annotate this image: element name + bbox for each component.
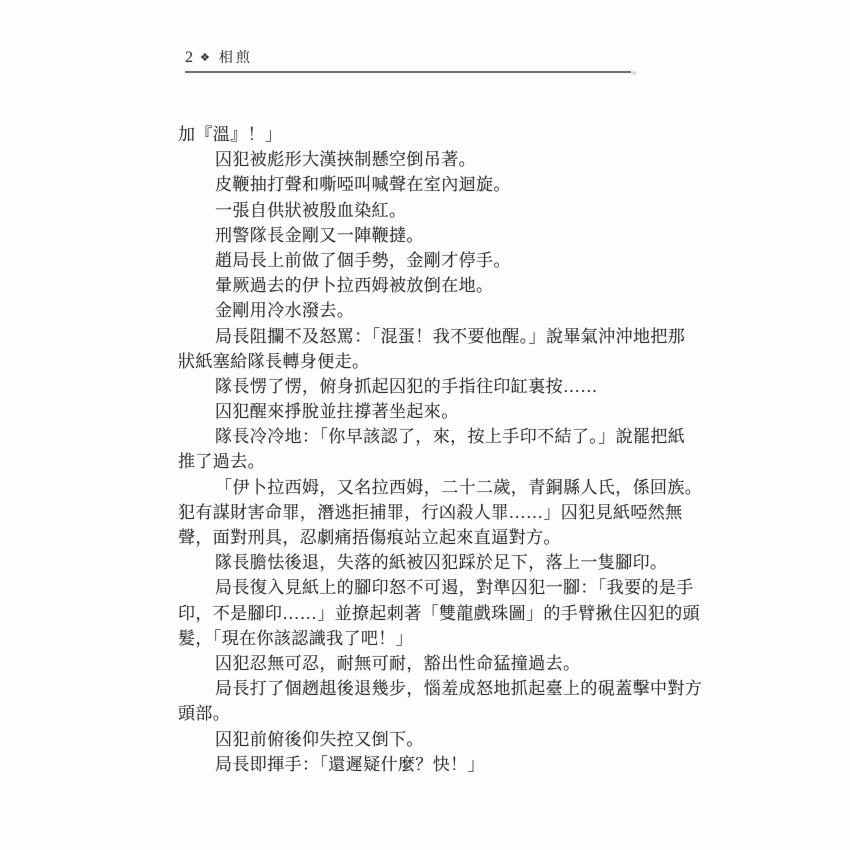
text-line: 狀紙塞給隊長轉身便走。 bbox=[178, 351, 370, 371]
scan-smudge bbox=[630, 70, 638, 76]
text-line: 推了過去。 bbox=[178, 452, 265, 472]
text-line: 「伊卜拉西姆，又名拉西姆，二十二歲，青銅縣人氏，係回族。 bbox=[215, 477, 703, 497]
text-line: 囚犯醒來掙脫並拄撐著坐起來。 bbox=[215, 402, 459, 422]
text-line: 局長復入見紙上的腳印怒不可遏，對準囚犯一腳：「我要的是手 bbox=[215, 578, 694, 598]
text-line: 暈厥過去的伊卜拉西姆被放倒在地。 bbox=[215, 276, 494, 296]
text-line: 隊長冷冷地：「你早該認了，來，按上手印不結了。」說罷把紙 bbox=[215, 427, 686, 447]
header-rule-divider bbox=[185, 71, 631, 73]
text-line: 囚犯忍無可忍，耐無可耐，豁出性命猛撞過去。 bbox=[215, 653, 581, 673]
text-line: 聲，面對刑具，忍劇痛捂傷痕站立起來直逼對方。 bbox=[178, 528, 561, 547]
text-line: 金剛用冷水潑去。 bbox=[215, 301, 355, 321]
text-line: 一張自供狀被殷血染紅。 bbox=[215, 200, 407, 220]
text-line: 犯有謀財害命罪，潛逃拒捕罪，行凶殺人罪……」囚犯見紙啞然無 bbox=[178, 502, 683, 522]
text-line: 囚犯前俯後仰失控又倒下。 bbox=[215, 729, 424, 749]
text-line: 皮鞭抽打聲和嘶啞叫喊聲在室內迴旋。 bbox=[215, 175, 511, 195]
text-line: 趙局長上前做了個手勢，金剛才停手。 bbox=[215, 250, 511, 270]
text-line: 刑警隊長金剛又一陣鞭撻。 bbox=[215, 225, 424, 245]
text-line: 隊長膽怯後退，失落的紙被囚犯踩於足下，落上一隻腳印。 bbox=[215, 553, 668, 573]
page-header bbox=[185, 47, 253, 67]
text-line: 隊長愣了愣，俯身抓起囚犯的手指往印缸裏按…… bbox=[215, 376, 598, 396]
text-line: 局長即揮手：「還遲疑什麼？快！」 bbox=[215, 754, 485, 774]
text-line: 囚犯被彪形大漢挾制懸空倒吊著。 bbox=[215, 150, 476, 170]
text-line: 髮，「現在你該認識我了吧！」 bbox=[178, 628, 414, 648]
diamond-separator-icon: ❖ bbox=[200, 52, 210, 64]
body-text-block bbox=[178, 122, 703, 777]
text-line: 局長阻攔不及怒罵：「混蛋！我不要他醒。」說畢氣沖沖地把那 bbox=[215, 326, 686, 346]
chapter-title: 相煎 bbox=[218, 51, 253, 66]
text-line: 印，不是腳印……」並撩起刺著「雙龍戲珠圖」的手臂揪住囚犯的頭 bbox=[178, 603, 700, 623]
page-number: 2 bbox=[185, 49, 193, 66]
text-line: 局長打了個趔趄後退幾步，惱羞成怒地抓起臺上的硯蓋擊中對方 bbox=[215, 679, 703, 699]
text-line: 頭部。 bbox=[178, 704, 231, 724]
text-line: 加『溫』！」 bbox=[178, 125, 283, 144]
